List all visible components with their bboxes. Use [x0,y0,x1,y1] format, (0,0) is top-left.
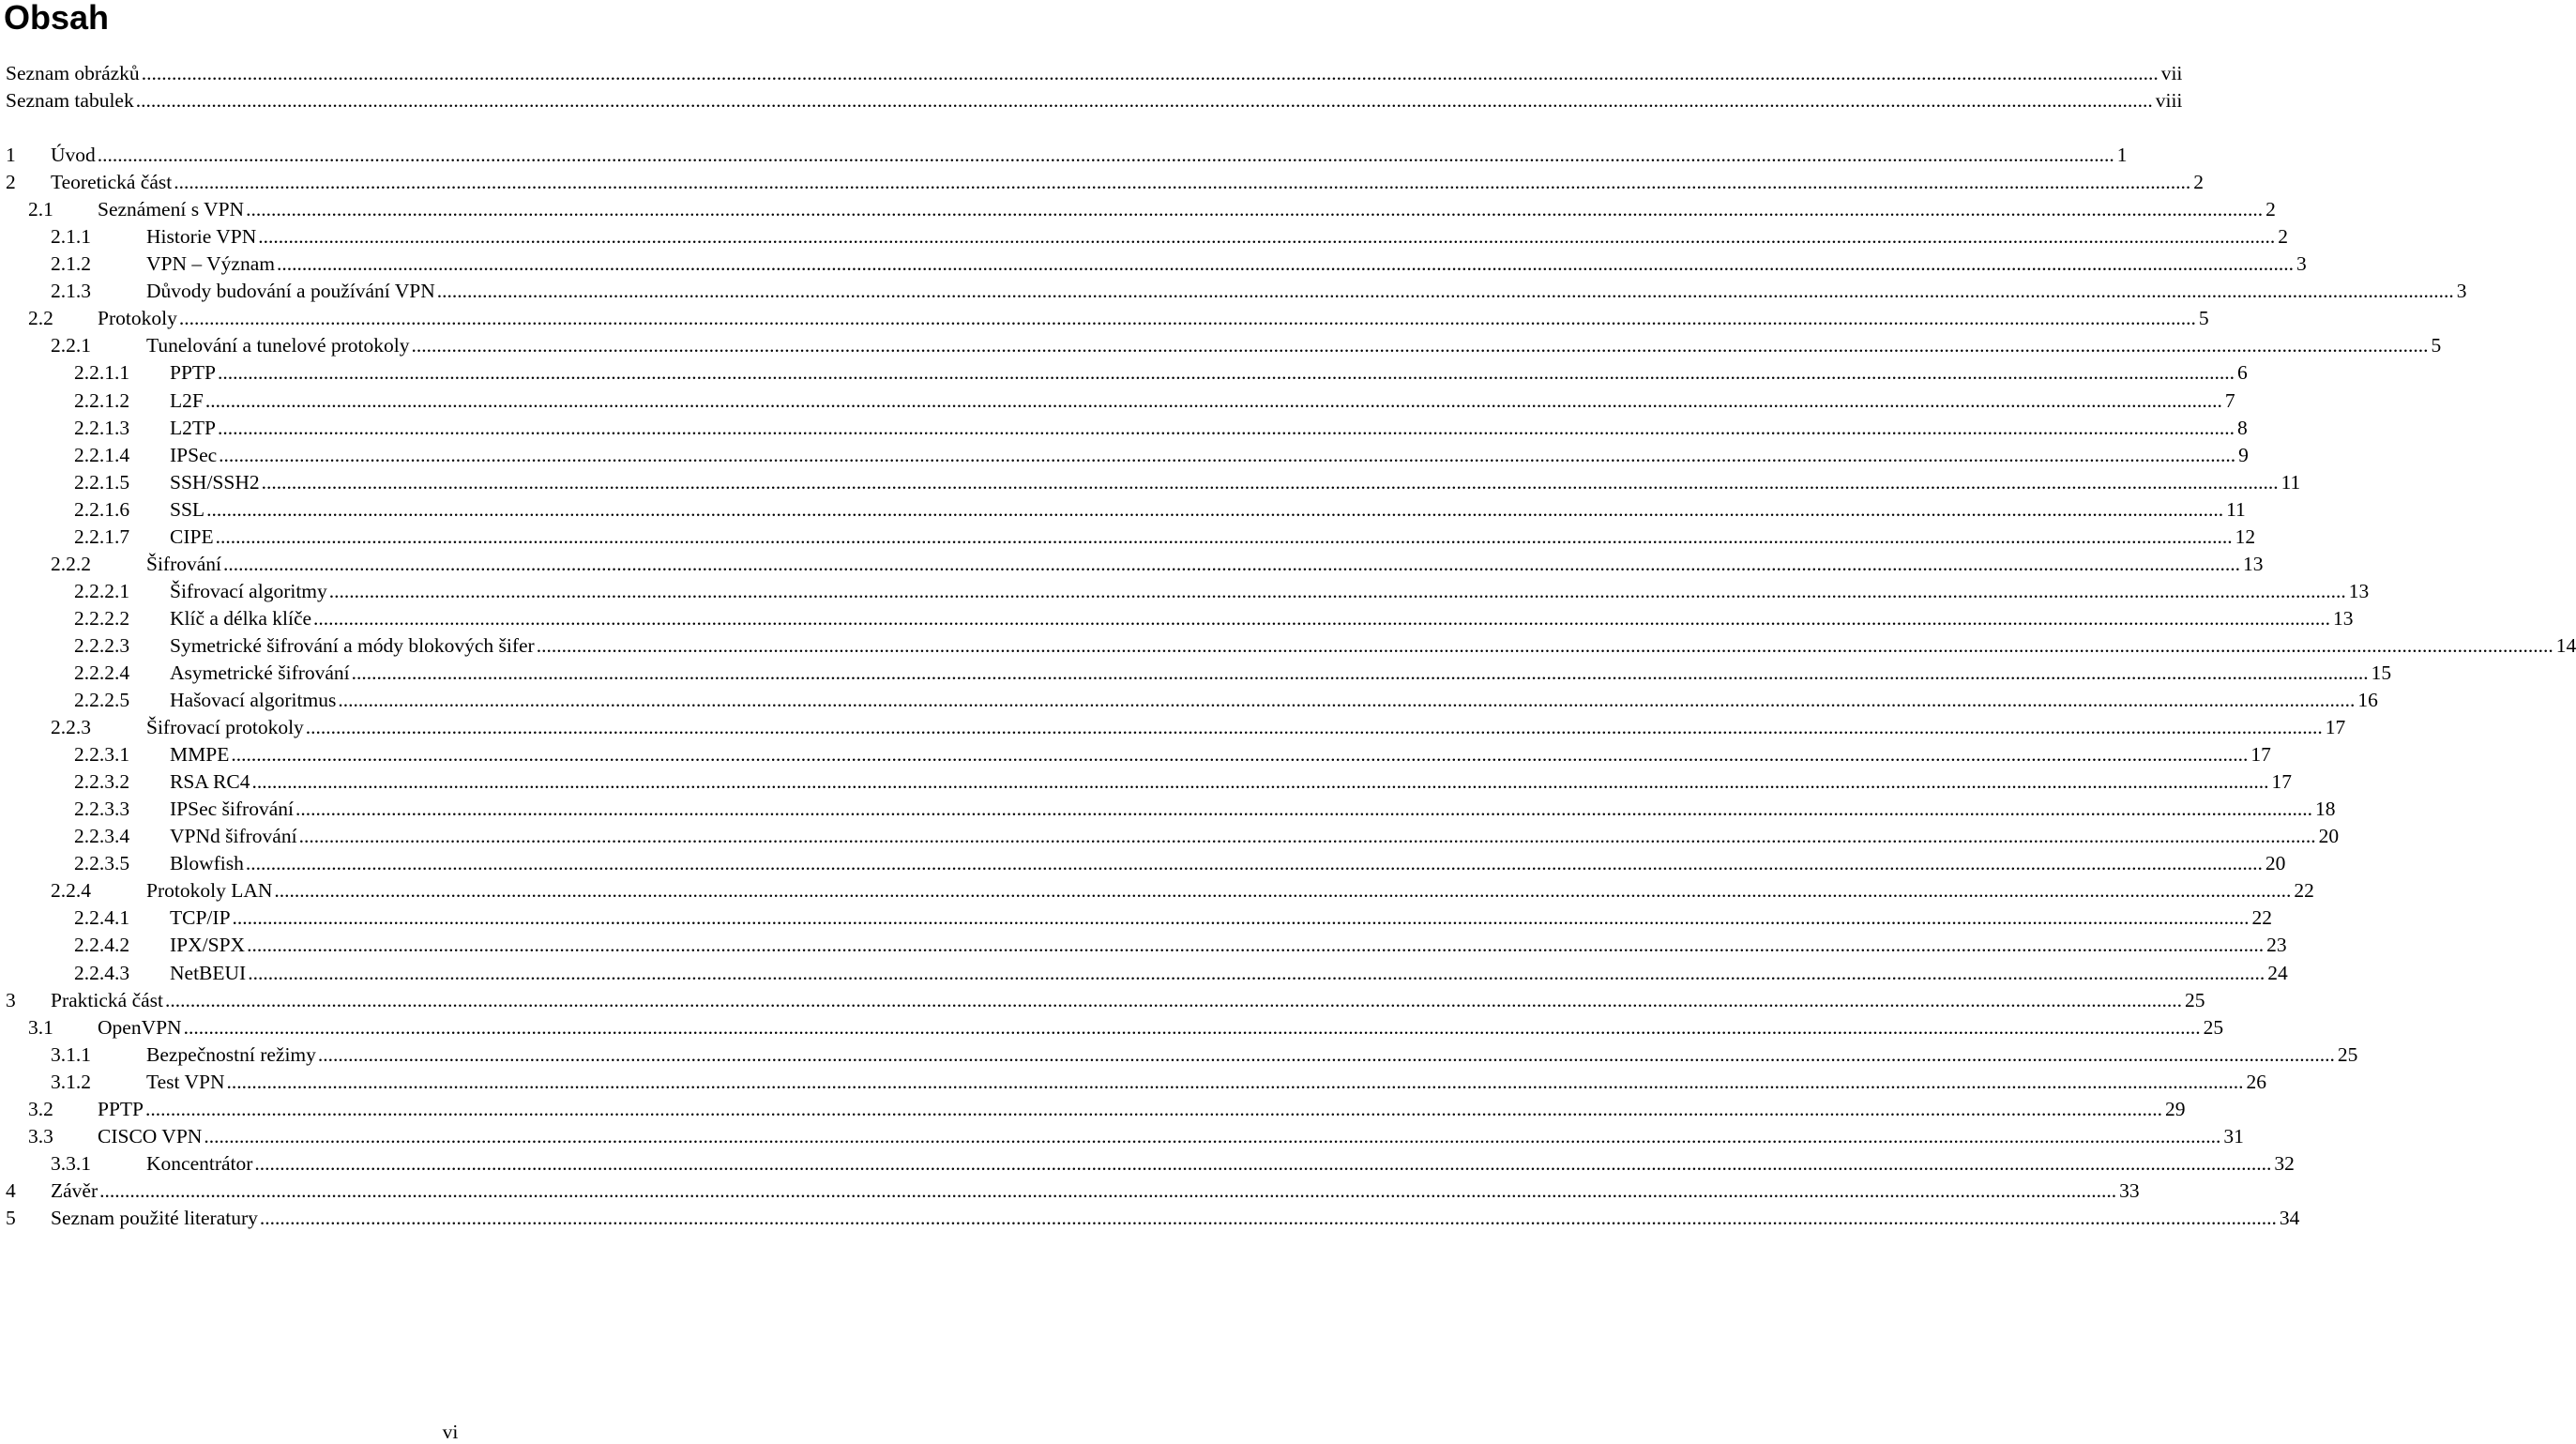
toc-entry-page: 22 [2291,877,2314,904]
toc-entry-number: 2.1.3 [51,280,91,303]
toc-entry-page: 20 [2316,823,2340,850]
toc-entry-number: 2.2.1 [51,334,91,357]
dot-leader: ................................................................................................................................................................................................................................................................................................................................................................................................................ [204,1124,2221,1148]
dot-leader: ................................................................................................................................................................................................................................................................................................................................................................................................................ [165,988,2182,1011]
toc-entry-number: 3.1.1 [51,1042,91,1066]
toc-entry-page: 34 [2277,1205,2300,1232]
dot-leader: ................................................................................................................................................................................................................................................................................................................................................................................................................ [254,1151,2272,1175]
toc-entry-title: Bezpečnostní režimy [146,1041,318,1069]
toc-entry-title: Úvod [51,142,98,169]
toc-entry-number: 2.2.2.3 [74,633,130,657]
toc-entry-number: 3.1 [28,1015,53,1039]
dot-leader: ................................................................................................................................................................................................................................................................................................................................................................................................................ [245,852,2263,875]
toc-entry-title: NetBEUI [170,960,248,987]
toc-entry[interactable] [0,1205,2300,1232]
toc-entry-title: CISCO VPN [98,1123,204,1150]
table-of-contents [0,60,2576,1232]
toc-entry-title: Závěr [51,1178,99,1205]
toc-entry-title: Koncentrátor [146,1150,254,1178]
toc-entry-page: 14 [2553,632,2576,660]
toc-entry-title: Šifrovací algoritmy [170,578,329,605]
toc-entry-number: 2.2.3.3 [74,798,130,821]
toc-entry-page: 25 [2182,987,2205,1014]
toc-entry-number: 2.1 [28,198,53,221]
toc-entry[interactable] [0,196,2276,223]
toc-entry-page: 26 [2244,1069,2267,1096]
toc-entry[interactable] [0,578,2370,605]
dot-leader: ................................................................................................................................................................................................................................................................................................................................................................................................................ [215,524,2233,548]
toc-entry-page: 1 [2114,142,2128,169]
toc-entry-number: 2.2.3.5 [74,852,130,875]
dot-leader: ................................................................................................................................................................................................................................................................................................................................................................................................................ [232,906,2250,930]
toc-entry-title: Seznam použité literatury [51,1205,260,1232]
toc-entry-page: 17 [2248,741,2271,768]
toc-entry-title: SSH/SSH2 [170,469,262,496]
dot-leader: ................................................................................................................................................................................................................................................................................................................................................................................................................ [274,879,2292,903]
dot-leader: ................................................................................................................................................................................................................................................................................................................................................................................................................ [338,689,2356,712]
toc-entry[interactable] [0,415,2248,442]
toc-entry[interactable] [0,850,2286,877]
toc-entry-page: 11 [2223,496,2246,524]
toc-entry[interactable] [0,1150,2295,1178]
toc-entry-title: Teoretická část [51,169,174,196]
toc-entry[interactable] [0,223,2289,251]
toc-entry-page: 24 [2265,960,2288,987]
toc-entry-title: CIPE [170,524,216,551]
toc-entry[interactable] [0,877,2314,904]
toc-entry-page: 32 [2271,1150,2295,1178]
section-gap [0,114,901,142]
toc-entry-title: OpenVPN [98,1014,184,1041]
toc-entry-page: 23 [2264,932,2287,959]
dot-leader: ................................................................................................................................................................................................................................................................................................................................................................................................................ [246,198,2264,221]
toc-entry-page: 3 [2294,251,2307,278]
toc-entry[interactable] [0,960,2288,987]
toc-entry-page: 9 [2235,442,2249,469]
toc-entry-number: 2.2.4.1 [74,906,130,930]
toc-entry-number: 2 [6,171,16,194]
dot-leader: ................................................................................................................................................................................................................................................................................................................................................................................................................ [206,497,2224,521]
dot-leader: ................................................................................................................................................................................................................................................................................................................................................................................................................ [313,606,2331,630]
toc-entry-number: 2.2.2.4 [74,661,130,684]
toc-entry[interactable] [0,987,2205,1014]
toc-entry-page: 13 [2346,578,2370,605]
toc-entry[interactable] [0,932,2287,959]
toc-entry[interactable] [0,660,2392,687]
toc-entry-number: 2.2.1.4 [74,443,130,466]
page-number-footer: vi [442,1421,459,1443]
toc-entry-title: Důvody budování a používání VPN [146,278,437,305]
dot-leader: ................................................................................................................................................................................................................................................................................................................................................................................................................ [351,661,2369,684]
toc-entry[interactable] [0,524,2256,551]
toc-entry-page: viii [2153,87,2183,114]
toc-entry-number: 3.2 [28,1097,53,1120]
dot-leader: ................................................................................................................................................................................................................................................................................................................................................................................................................ [217,416,2235,439]
toc-entry-number: 2.2.4.3 [74,961,130,984]
toc-entry-number: 1 [6,144,16,167]
dot-leader: ................................................................................................................................................................................................................................................................................................................................................................................................................ [219,443,2236,466]
toc-entry-number: 2.2.2.5 [74,689,130,712]
toc-entry-title: Praktická část [51,987,165,1014]
dot-leader: ................................................................................................................................................................................................................................................................................................................................................................................................................ [223,552,2241,575]
toc-entry-number: 2.2.1.7 [74,524,130,548]
toc-entry-number: 2.2.4.2 [74,934,130,957]
toc-entry-title: VPNd šifrování [170,823,299,850]
toc-entry[interactable] [0,142,2128,169]
toc-entry-number: 2.1.1 [51,225,91,249]
dot-leader: ................................................................................................................................................................................................................................................................................................................................................................................................................ [248,961,2265,984]
toc-entry-page: 15 [2369,660,2392,687]
dot-leader: ................................................................................................................................................................................................................................................................................................................................................................................................................ [436,280,2454,303]
toc-entry-number: 2.2.2 [51,552,91,575]
toc-entry-number: 2.2.1.1 [74,361,130,385]
toc-entry[interactable] [0,332,2442,359]
toc-entry[interactable] [0,359,2248,387]
toc-entry-title: Protokoly LAN [146,877,274,904]
dot-leader: ................................................................................................................................................................................................................................................................................................................................................................................................................ [205,388,2222,412]
toc-entry-title: PPTP [170,359,218,387]
toc-entry-title: RSA RC4 [170,768,251,796]
toc-entry[interactable] [0,823,2340,850]
toc-entry-title: Test VPN [146,1069,227,1096]
toc-entry-number: 3.3 [28,1124,53,1148]
toc-entry[interactable] [0,1096,2186,1123]
dot-leader: ................................................................................................................................................................................................................................................................................................................................................................................................................ [226,1070,2244,1093]
toc-entry[interactable] [0,278,2467,305]
toc-entry-page: 17 [2268,768,2292,796]
dot-leader: ................................................................................................................................................................................................................................................................................................................................................................................................................ [141,62,2159,84]
toc-entry[interactable] [0,1014,2224,1041]
toc-entry[interactable] [0,469,2301,496]
toc-entry-number: 3.3.1 [51,1151,91,1175]
toc-entry-page: vii [2159,60,2183,87]
toc-entry-title: Seznam obrázků [6,60,142,87]
toc-entry-page: 13 [2330,605,2354,632]
toc-entry-title: VPN – Význam [146,251,277,278]
toc-entry-page: 12 [2233,524,2256,551]
toc-entry[interactable] [0,388,2235,415]
toc-entry-page: 31 [2220,1123,2244,1150]
toc-entry-page: 6 [2235,359,2248,387]
dot-leader: ................................................................................................................................................................................................................................................................................................................................................................................................................ [183,1015,2201,1039]
toc-entry-number: 2.2.4 [51,879,91,903]
toc-entry-page: 11 [2279,469,2301,496]
toc-entry[interactable] [0,305,2209,332]
toc-entry-number: 3.1.2 [51,1070,91,1093]
dot-leader: ................................................................................................................................................................................................................................................................................................................................................................................................................ [247,934,2265,957]
toc-entry-page: 22 [2250,904,2273,932]
toc-entry-number: 2.2.1.6 [74,497,130,521]
toc-entry-page: 33 [2116,1178,2140,1205]
dot-leader: ................................................................................................................................................................................................................................................................................................................................................................................................................ [295,798,2312,821]
toc-entry-title: IPSec šifrování [170,796,295,823]
toc-entry-title: MMPE [170,741,231,768]
toc-entry-number: 2.2.2.1 [74,579,130,602]
toc-entry-page: 18 [2312,796,2336,823]
toc-entry-number: 3 [6,988,16,1011]
toc-entry[interactable] [0,496,2246,524]
toc-entry-page: 2 [2263,196,2276,223]
toc-entry-page: 7 [2222,388,2235,415]
toc-entry-title: Hašovací algoritmus [170,687,338,714]
toc-entry[interactable] [0,251,2307,278]
toc-entry-page: 16 [2355,687,2378,714]
toc-entry[interactable] [0,768,2292,796]
dot-leader: ................................................................................................................................................................................................................................................................................................................................................................................................................ [145,1097,2163,1120]
toc-entry[interactable] [0,741,2271,768]
toc-entry-page: 5 [2428,332,2441,359]
dot-leader: ................................................................................................................................................................................................................................................................................................................................................................................................................ [261,470,2279,494]
toc-entry-title: Šifrovací protokoly [146,714,306,741]
toc-entry-title: Seznam tabulek [6,87,136,114]
dot-leader: ................................................................................................................................................................................................................................................................................................................................................................................................................ [218,361,2235,385]
toc-entry[interactable] [0,605,2354,632]
toc-entry-page: 8 [2235,415,2248,442]
dot-leader: ................................................................................................................................................................................................................................................................................................................................................................................................................ [99,1178,2117,1202]
dot-leader: ................................................................................................................................................................................................................................................................................................................................................................................................................ [251,770,2269,794]
dot-leader: ................................................................................................................................................................................................................................................................................................................................................................................................................ [305,716,2323,739]
toc-entry[interactable] [0,442,2249,469]
toc-entry[interactable] [0,87,2183,114]
toc-entry[interactable] [0,1041,2358,1069]
dot-leader: ................................................................................................................................................................................................................................................................................................................................................................................................................ [97,144,2114,167]
dot-leader: ................................................................................................................................................................................................................................................................................................................................................................................................................ [178,307,2196,330]
dot-leader: ................................................................................................................................................................................................................................................................................................................................................................................................................ [536,633,2553,657]
dot-leader: ................................................................................................................................................................................................................................................................................................................................................................................................................ [276,252,2294,276]
toc-entry[interactable] [0,1178,2140,1205]
toc-entry-title: Protokoly [98,305,179,332]
toc-entry[interactable] [0,1123,2244,1150]
toc-entry-number: 4 [6,1178,16,1202]
toc-entry-title: L2TP [170,415,218,442]
toc-entry-number: 2.2.1.2 [74,388,130,412]
toc-entry-page: 20 [2263,850,2286,877]
toc-entry[interactable] [0,169,2204,196]
toc-entry-title: IPX/SPX [170,932,247,959]
toc-entry-number: 2.1.2 [51,252,91,276]
dot-leader: ................................................................................................................................................................................................................................................................................................................................................................................................................ [258,225,2276,249]
toc-entry-page: 17 [2323,714,2346,741]
toc-entry-page: 25 [2335,1041,2358,1069]
toc-entry[interactable] [0,687,2378,714]
toc-entry-page: 2 [2190,169,2204,196]
dot-leader: ................................................................................................................................................................................................................................................................................................................................................................................................................ [174,171,2191,194]
toc-entry[interactable] [0,60,2183,87]
toc-entry-title: Historie VPN [146,223,258,251]
dot-leader: ................................................................................................................................................................................................................................................................................................................................................................................................................ [259,1206,2277,1229]
toc-entry-number: 2.2.3.1 [74,743,130,767]
toc-entry-title: SSL [170,496,206,524]
toc-entry-number: 5 [6,1206,16,1229]
toc-entry-page: 25 [2201,1014,2224,1041]
toc-entry-number: 2.2.2.2 [74,606,130,630]
dot-leader: ................................................................................................................................................................................................................................................................................................................................................................................................................ [317,1042,2335,1066]
toc-entry-title: Blowfish [170,850,246,877]
page-title: Obsah [4,0,110,37]
toc-entry-number: 2.2.3 [51,716,91,739]
dot-leader: ................................................................................................................................................................................................................................................................................................................................................................................................................ [411,334,2429,357]
toc-entry-number: 2.2 [28,307,53,330]
toc-entry-number: 2.2.1.5 [74,470,130,494]
toc-entry-number: 2.2.3.4 [74,825,130,848]
toc-entry-title: Symetrické šifrování a módy blokových šifer [170,632,537,660]
toc-entry-title: PPTP [98,1096,145,1123]
dot-leader: ................................................................................................................................................................................................................................................................................................................................................................................................................ [231,743,2249,767]
toc-entry-number: 2.2.1.3 [74,416,130,439]
dot-leader: ................................................................................................................................................................................................................................................................................................................................................................................................................ [298,825,2316,848]
toc-entry-title: Asymetrické šifrování [170,660,352,687]
toc-entry-page: 2 [2275,223,2288,251]
toc-entry-title: L2F [170,388,205,415]
toc-entry-number: 2.2.3.2 [74,770,130,794]
toc-entry[interactable] [0,796,2336,823]
toc-entry[interactable] [0,1069,2267,1096]
toc-entry[interactable] [0,551,2264,578]
toc-entry-title: Šifrování [146,551,223,578]
dot-leader: ................................................................................................................................................................................................................................................................................................................................................................................................................ [135,89,2153,113]
toc-entry-page: 5 [2196,305,2209,332]
toc-entry-page: 13 [2240,551,2264,578]
toc-entry-page: 29 [2162,1096,2186,1123]
toc-entry[interactable] [0,714,2346,741]
dot-leader: ................................................................................................................................................................................................................................................................................................................................................................................................................ [328,579,2346,602]
toc-entry-title: Tunelování a tunelové protokoly [146,332,411,359]
toc-entry-page: 3 [2454,278,2467,305]
toc-entry-title: Klíč a délka klíče [170,605,313,632]
toc-entry[interactable] [0,632,2576,660]
toc-entry-title: Seznámení s VPN [98,196,246,223]
toc-entry-title: IPSec [170,442,219,469]
toc-entry-title: TCP/IP [170,904,233,932]
toc-entry[interactable] [0,904,2273,932]
